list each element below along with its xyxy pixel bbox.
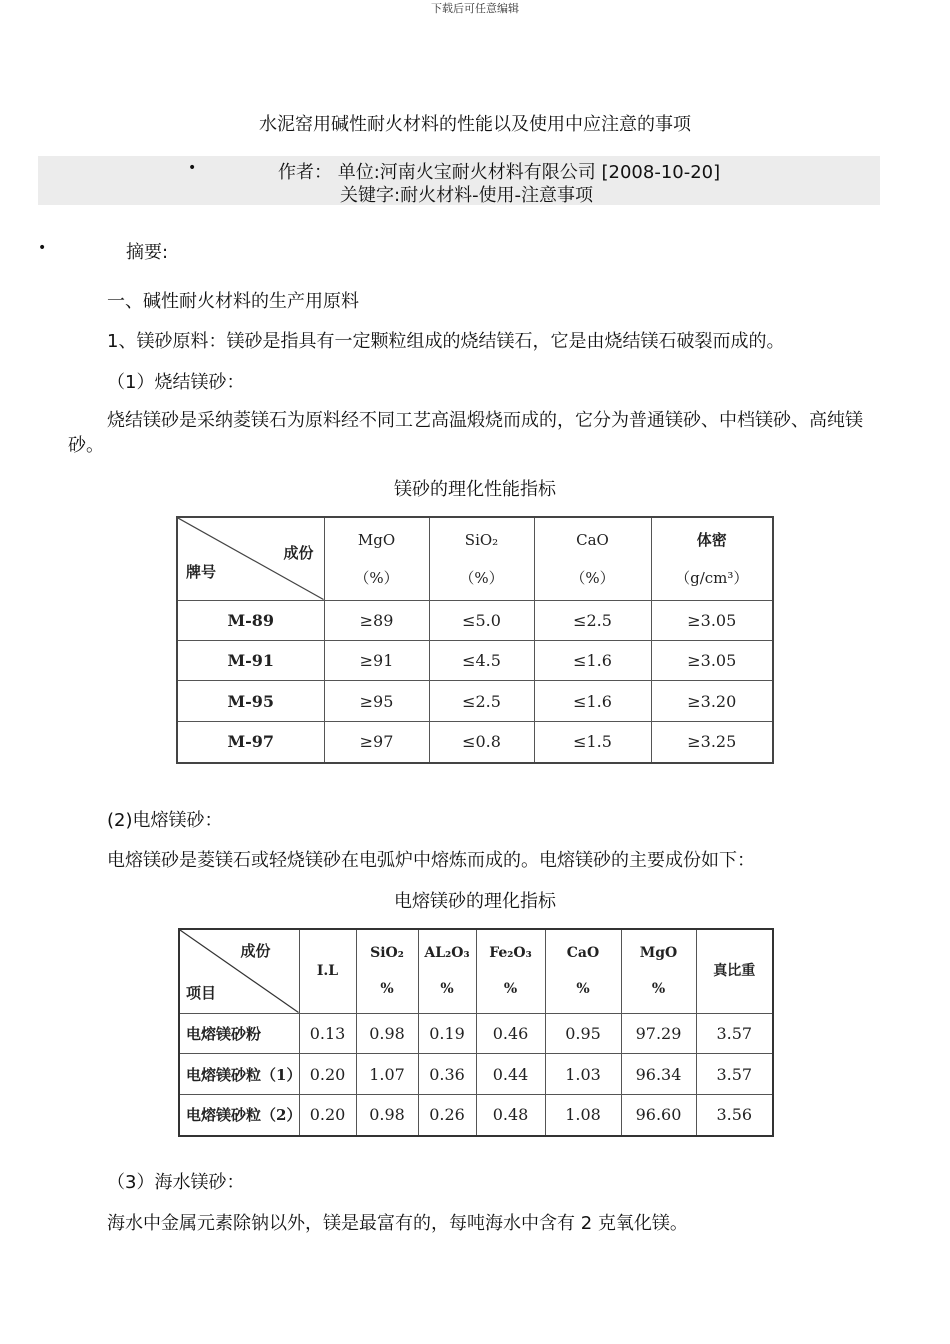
table1-header: CaO （%）	[534, 517, 651, 600]
table2-header: CaO %	[545, 929, 621, 1013]
table-cell: ≥3.05	[651, 600, 773, 640]
table-cell: 96.34	[621, 1054, 696, 1095]
table2-corner-cell	[179, 929, 299, 1013]
row-label: 电熔镁砂粉	[179, 1013, 299, 1054]
subsection-sintered: （1）烧结镁砂：	[107, 372, 245, 393]
author-line: 作者： 单位:河南火宝耐火材料有限公司 [2008-10-20]	[278, 162, 721, 183]
keywords-line: 关键字:耐火材料-使用-注意事项	[340, 185, 594, 206]
row-label: M-97	[177, 721, 324, 763]
table-cell: 0.36	[418, 1054, 476, 1095]
table-row	[177, 600, 773, 640]
document-title: 水泥窑用碱性耐火材料的性能以及使用中应注意的事项	[259, 114, 691, 135]
table-cell: ≥91	[324, 640, 429, 680]
table-cell: ≤2.5	[429, 681, 534, 721]
table1-header: 体密 （g/cm³）	[651, 517, 773, 600]
table-cell: 3.56	[696, 1094, 773, 1136]
table2-corner-top: 成份	[240, 942, 271, 960]
sintered-description: 烧结镁砂是采纳菱镁石为原料经不同工艺高温煅烧而成的，它分为普通镁砂、中档镁砂、高纯镁砂。	[68, 410, 863, 456]
subsection-heading: 1、镁砂原料：镁砂是指具有一定颗粒组成的烧结镁石，它是由烧结镁石破裂而成的。	[107, 331, 785, 352]
table1-header: MgO （%）	[324, 517, 429, 600]
table-cell: 1.08	[545, 1094, 621, 1136]
table-cell: ≥95	[324, 681, 429, 721]
table-cell: ≤4.5	[429, 640, 534, 680]
seawater-description: 海水中金属元素除钠以外，镁是最富有的，每吨海水中含有 2 克氧化镁。	[107, 1213, 688, 1234]
table-cell: 0.46	[476, 1013, 545, 1054]
magnesia-properties-table	[176, 516, 774, 764]
header-note: 下载后可任意编辑	[431, 2, 519, 15]
table1-corner-cell	[177, 517, 324, 600]
table-cell: 0.20	[299, 1094, 356, 1136]
table2-header: MgO %	[621, 929, 696, 1013]
table2-title: 电熔镁砂的理化指标	[394, 891, 556, 912]
subsection-fused: (2)电熔镁砂：	[107, 810, 223, 831]
table-cell: 0.20	[299, 1054, 356, 1095]
table-cell: ≤5.0	[429, 600, 534, 640]
table-row	[179, 1054, 773, 1095]
table1-title: 镁砂的理化性能指标	[394, 479, 556, 500]
table-cell: 0.19	[418, 1013, 476, 1054]
table2-header: 真比重	[696, 929, 773, 1013]
row-label: M-89	[177, 600, 324, 640]
table-cell: 0.95	[545, 1013, 621, 1054]
table-cell: 1.03	[545, 1054, 621, 1095]
table-cell: 0.26	[418, 1094, 476, 1136]
abstract-bullet: •	[38, 240, 47, 256]
row-label: M-91	[177, 640, 324, 680]
table1-header: SiO₂ （%）	[429, 517, 534, 600]
table1-corner-bottom: 牌号	[186, 562, 217, 581]
table-row	[177, 681, 773, 721]
table-cell: 0.13	[299, 1013, 356, 1054]
table2-header: Fe₂O₃ %	[476, 929, 545, 1013]
table-row	[179, 1013, 773, 1054]
table-cell: ≤2.5	[534, 600, 651, 640]
table-cell: ≥3.20	[651, 681, 773, 721]
table2-header: AL₂O₃ %	[418, 929, 476, 1013]
table2-header: SiO₂ %	[356, 929, 418, 1013]
table-cell: 3.57	[696, 1013, 773, 1054]
table-cell: 96.60	[621, 1094, 696, 1136]
table-cell: 0.98	[356, 1013, 418, 1054]
table-cell: ≤1.6	[534, 640, 651, 680]
abstract-label: 摘要:	[126, 242, 169, 263]
table-cell: 0.98	[356, 1094, 418, 1136]
table-cell: ≤0.8	[429, 721, 534, 763]
table-cell: 97.29	[621, 1013, 696, 1054]
table-cell: ≤1.5	[534, 721, 651, 763]
row-label: M-95	[177, 681, 324, 721]
table-row	[177, 721, 773, 763]
table-cell: 0.44	[476, 1054, 545, 1095]
row-label: 电熔镁砂粒（1）	[179, 1054, 299, 1095]
fused-magnesia-table	[178, 928, 774, 1137]
table-cell: 3.57	[696, 1054, 773, 1095]
table-cell: ≤1.6	[534, 681, 651, 721]
table-cell: ≥89	[324, 600, 429, 640]
row-label: 电熔镁砂粒（2）	[179, 1094, 299, 1136]
table-cell: 0.48	[476, 1094, 545, 1136]
meta-bullet: •	[188, 160, 197, 176]
table-row	[177, 640, 773, 680]
table1-corner-top: 成份	[283, 544, 314, 563]
section-heading: 一、碱性耐火材料的生产用原料	[107, 291, 359, 312]
table-cell: ≥97	[324, 721, 429, 763]
table-cell: ≥3.05	[651, 640, 773, 680]
fused-description: 电熔镁砂是菱镁石或轻烧镁砂在电弧炉中熔炼而成的。电熔镁砂的主要成份如下：	[107, 850, 755, 871]
table-cell: 1.07	[356, 1054, 418, 1095]
table-cell: ≥3.25	[651, 721, 773, 763]
table2-header: I.L	[299, 929, 356, 1013]
table2-corner-bottom: 项目	[186, 983, 217, 1002]
table-row	[179, 1094, 773, 1136]
subsection-seawater: （3）海水镁砂：	[107, 1172, 245, 1193]
